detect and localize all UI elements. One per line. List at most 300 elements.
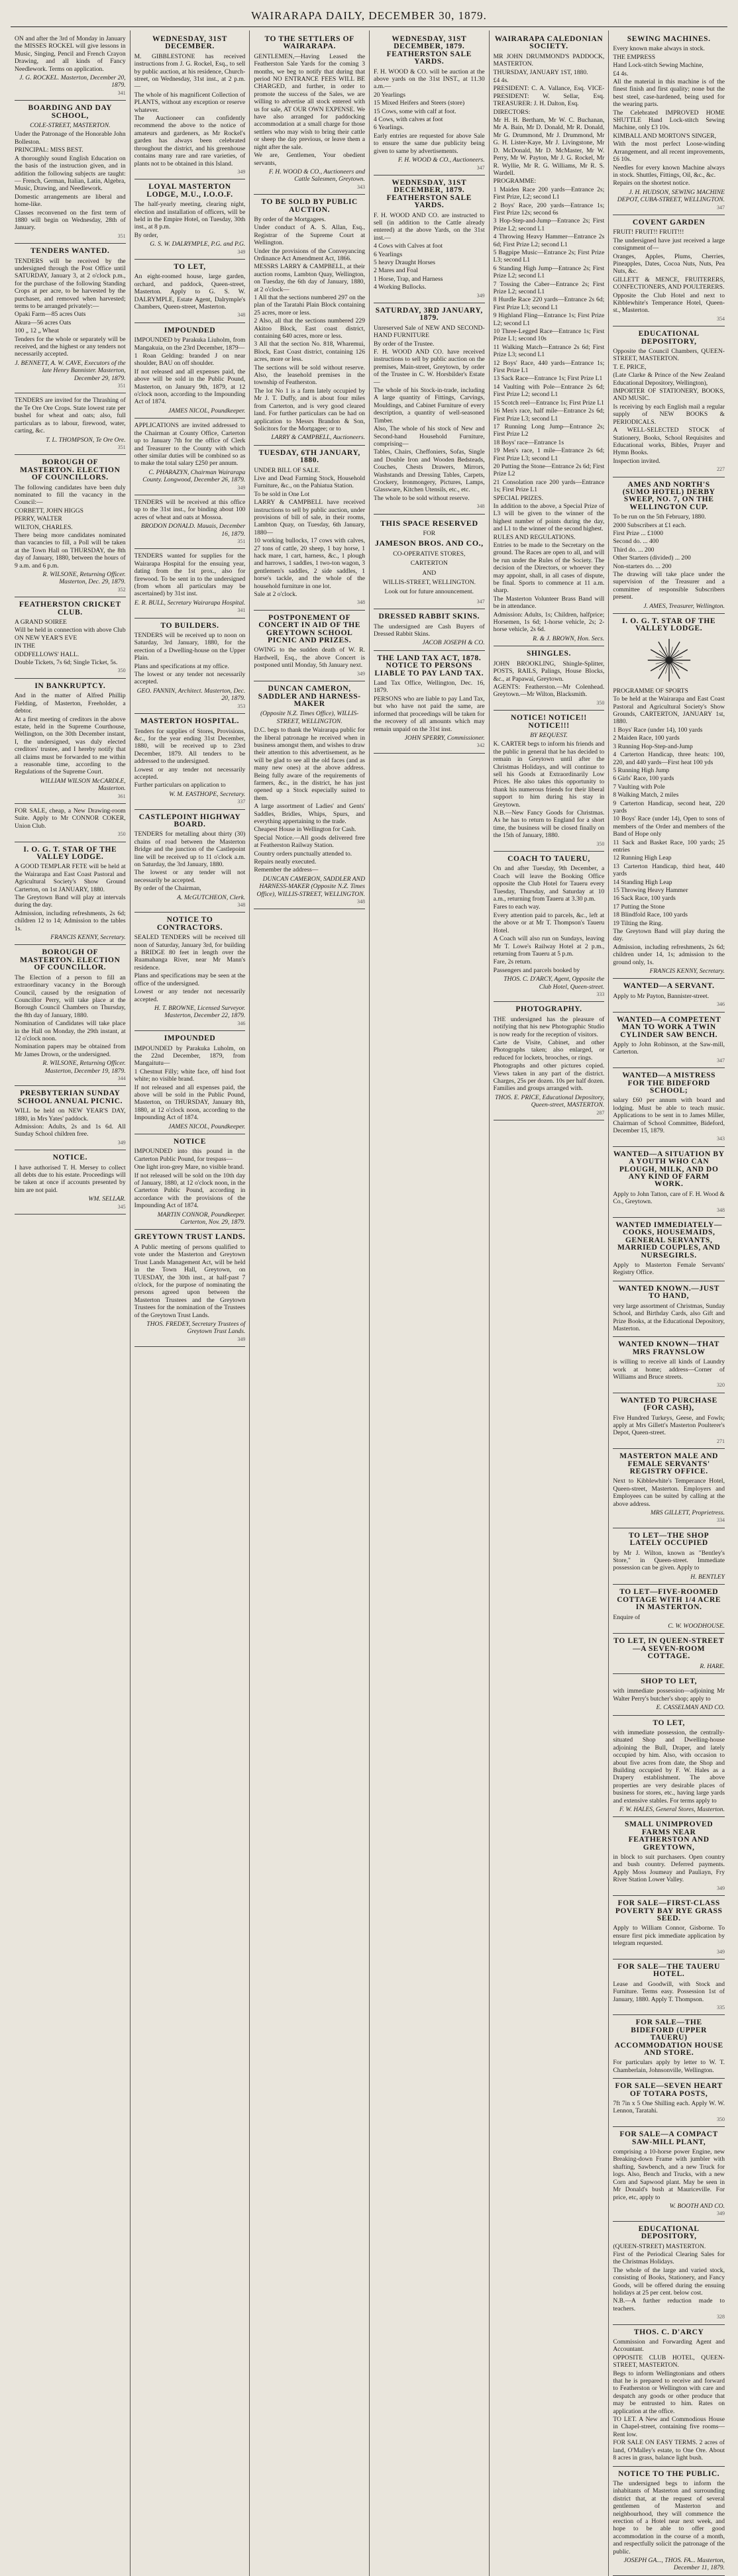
advertisement: [613, 1337, 725, 1393]
ad-number: 341: [237, 607, 246, 614]
ad-text: 7 Vaulting with Pole: [613, 783, 665, 791]
ad-text: I have authorised T. H. Mersey to collect all debts due to his estate. Proceedings will be taken at once if accounts presented by him are not paid.: [15, 1164, 126, 1194]
ad-text: Tables, Chairs, Cheffoniers, Sofas, Single and Double Iron and Wooden Bedsteads, Couches, Chests Drawers, Mirrors, Washstands and Dressing Tables, Carpets, Crockery, Ironmongery, Pictures, Lamps, Glassware, Kitchen Utensils, etc., etc.: [374, 448, 485, 494]
ad-text: Admission: Adults, 2s and 1s 6d. All Sunday School children free.: [15, 1123, 126, 1138]
ad-text: N.B.—A further reduction made to teachers.: [613, 2297, 725, 2312]
ad-text: TO LET. A New and Commodious House in Chapel-street, containing five rooms—Rent low.: [613, 2416, 725, 2438]
advertisement: [134, 549, 246, 618]
ad-text: FRUIT! FRUIT!! FRUIT!!!: [613, 228, 684, 236]
ad-text: The Celebrated IMPROVED HOME SHUTTLE Hand Lock-stitch Sewing Machine, only £3 10s.: [613, 109, 725, 132]
advertisement: [613, 2079, 725, 2127]
ad-text: The whole of the large and varied stock, consisting of Books, Stationery, and Fancy Goods, will be offered during the ensuing holidays at 25 per cent. below cost.: [613, 2266, 725, 2297]
ad-text: PROGRAMME:: [493, 177, 537, 185]
ad-heading: SATURDAY, 3RD JANUARY, 1879.: [375, 307, 483, 322]
ad-number: 349: [357, 670, 365, 677]
ad-heading: FOR SALE—SEVEN HEART OF TOTARA POSTS,: [615, 2082, 723, 2098]
ad-heading: FOR SALE—A COMPACT SAW-MILL PLANT,: [619, 2130, 718, 2146]
ad-signature: J. H. HUDSON, SEWING MACHINE DEPOT, CUBA-STREET, WELLINGTON.: [617, 188, 725, 204]
ad-number: 350: [117, 831, 126, 838]
ad-text: OPPOSITE CLUB HOTEL, QUEEN-STREET, MASTERTON.: [613, 2353, 725, 2369]
ad-number: 343: [357, 183, 365, 190]
ad-text: Cheapest House in Wellington for Cash.: [254, 826, 356, 834]
advertisement: [613, 1528, 725, 1585]
ad-heading: FEATHERSTON CRICKET CLUB.: [19, 601, 121, 617]
ad-text: By order,: [134, 231, 158, 239]
ad-text: To be run on the 5th February, 1880.: [613, 513, 706, 521]
advertisement: [15, 455, 126, 597]
ad-signature: F. H. WOOD & CO., Auctioneers and Cattle Salesmen, Greytown.: [268, 168, 365, 183]
ad-text: Other Starters (divided) ... 200: [613, 554, 691, 562]
ad-heading: FOR SALE—THE BIDEFORD (UPPER TAUERU) ACCOMMODATION HOUSE AND STORE.: [614, 2018, 723, 2057]
ad-heading: NOTICE TO CONTRACTORS.: [156, 916, 223, 932]
ad-heading: WEDNESDAY, 31ST DECEMBER, 1879. FEATHERSTON SALE YARDS.: [386, 35, 472, 66]
ad-text: IMPOUNDED by Parakuka Luholm, on the 22nd December, 1879, from Mangaitutu—: [134, 1044, 246, 1067]
ad-number: 287: [596, 1109, 605, 1116]
ad-text: Apply to John Robinson, at the Saw-mill, Carterton.: [613, 1040, 725, 1056]
column-grid: [11, 30, 729, 2572]
ad-signature: WM. SELLAR.: [88, 1195, 126, 1203]
advertisement: [15, 32, 126, 101]
ad-heading: BOARDING AND DAY SCHOOL,: [28, 104, 113, 120]
ad-signature: R. & J. BROWN, Hon. Secs.: [533, 634, 605, 642]
ad-text: 20 Yearlings: [374, 91, 405, 99]
ad-number: 348: [717, 1207, 725, 1213]
ad-heading: NOTICE: [174, 1138, 206, 1146]
masthead-rule: [11, 26, 727, 27]
ad-text: Commission and Forwarding Agent and Accountant.: [613, 2338, 725, 2353]
column-3: [250, 30, 370, 2576]
ad-text: Mr H. H. Bertham, Mr W. C. Buchanan, Mr A. Bain, Mr D. Donald, Mr R. Donald, Mr G. Drummond, Mr J. Drummond, Mr G. H. Lister-Kaye, Mr J. Livingstone, Mr D. McDonald, Mr D. McMaster, Mr W. Perry, Mr W. Payton, Mr J. G. Rockel, Mr R. Wyllie, Mr R. G. Williams, Mr R. S. Wardell.: [493, 117, 605, 177]
ad-text: CARTERTON: [410, 560, 448, 568]
ad-number: 348: [357, 899, 365, 905]
ad-heading: NOTICE TO THE PUBLIC.: [618, 2469, 720, 2478]
ad-text: 3 Hop-Step-and-Jump—Entrance 2s; First Prize L2; second L1: [493, 217, 605, 232]
advertisement: [134, 32, 246, 179]
ad-heading: DUNCAN CAMERON, SADDLER AND HARNESS-MAKER: [258, 685, 361, 708]
ad-number: 351: [237, 538, 246, 544]
ad-text: The whole of his magnificent Collection of PLANTS, without any exception or reserve whatever.: [134, 91, 246, 114]
ad-text: Hand Lock-stitch Sewing Machine,: [613, 62, 704, 70]
ad-number: 351: [117, 383, 126, 389]
ad-number: 349: [237, 248, 246, 255]
ad-text: Apply to Mr Payton, Bannister-street.: [613, 992, 710, 1000]
ad-text: Third do. ... 200: [613, 546, 655, 554]
ad-heading: WEDNESDAY, 31ST DECEMBER.: [152, 35, 227, 51]
ad-heading: IN BANKRUPTCY.: [34, 681, 106, 690]
ad-text: By order of the Trustee.: [374, 340, 435, 348]
ad-text: We are, Gentlemen, Your obedient servants,: [254, 152, 365, 167]
advertisement: [134, 495, 246, 549]
ad-signature: JOSEPH GA..., THOS. FA... Masterton, December 11, 1879.: [623, 2556, 725, 2572]
ad-text: in block to suit purchasers. Open country and bush country. Deferred payments. Apply Moss Joumeay and Pauliayn, Fry River Station Lower Valley.: [613, 1854, 725, 1884]
ad-text: THURSDAY, JANUARY 1ST, 1880.: [493, 68, 588, 76]
ad-signature: J. G. ROCKEL. Masterton, December 20, 1879.: [19, 74, 126, 89]
ad-text: To be held at the Wairarapa and East Coast Pastoral and Agricultural Society's Show Grounds, CARTERTON, JANUARY 1st, 1880.: [613, 695, 725, 726]
ad-text: Tenders for supplies of Stores, Provisions, &c., for the year ending 31st December, 1880, will be received up to 23rd December, 1879. All tenders to be addressed to the undersigned.: [134, 727, 246, 766]
ad-text: 14 Vaulting with Pole—Entrance 2s 6d; First Prize L2; second L1: [493, 383, 605, 399]
ad-text: 17 Running Long Jump—Entrance 2s; First Prize L2: [493, 422, 605, 438]
advertisement: [254, 611, 365, 681]
ad-text: 1 Horse, Trap, and Harness: [374, 275, 443, 283]
advertisement: [494, 32, 605, 646]
ad-text: Live and Dead Farming Stock, Household Furniture, &c., on the Pahiatua Station.: [254, 474, 365, 490]
ad-text: TENDERS are invited for the Thrashing of the Te Ore Ore Crops. State lowest rate per bushel for wheat and oats; also, full particulars as to labour, firewood, water, carting, &c.: [15, 397, 126, 435]
ad-text: Double Tickets, 7s 6d; Single Ticket, 5s.: [15, 659, 118, 667]
ad-subheading: (Opposite N.Z. Times Office), WILLIS-STREET, WELLINGTON.: [260, 710, 359, 725]
ad-number: 271: [717, 1438, 725, 1444]
ad-text: IN THE: [15, 642, 35, 650]
ad-heading: BOROUGH OF MASTERTON. ELECTION OF COUNCILLORS.: [20, 458, 121, 482]
ad-text: Plans and specifications may be seen at the office of the undersigned.: [134, 972, 246, 987]
ad-signature: W. M. EASTHOPE, Secretary.: [169, 790, 246, 798]
ad-text: Admission: Adults, 1s; Children, halfprice; Horsemen, 1s 6d; 1-horse vehicle, 2s; 2-horse vehicle, 2s 6d.: [493, 611, 605, 634]
ad-text: 7 Tossing the Caber—Entrance 2s; First Prize L2; second L1: [493, 280, 605, 295]
ad-text: 5 heavy Draught Horses: [374, 258, 435, 266]
advertisement: [134, 260, 246, 323]
ad-text: A large assortment of Ladies' and Gents' Saddles, Bridles, Whips, Spurs, and everything appertaining to the trade.: [254, 803, 365, 825]
ad-text: An eight-roomed house, large garden, orchard, and paddock, Queen-street, Masterton. Apply to G. S. W. DALRYMPLE, Estate Agent, Dalrymple's Chambers, Queen-street, Masterton.: [134, 273, 246, 311]
ad-heading: TO LET,: [653, 1718, 685, 1727]
ad-text: 1 Maiden Race 200 yards—Entrance 2s; First Prize, L2; second L1: [493, 185, 605, 201]
advertisement: [254, 195, 365, 446]
ad-text: F. H. WOOD & CO. will be auction at the above yards on the 31st INST., at 11.30 a.m.—: [374, 68, 485, 91]
ad-text: JOHN BROOKLING, Shingle-Splitter, POSTS, RAILS, Palings, House Blocks, &c., at Papawai, Greytown.: [493, 660, 605, 683]
advertisement: [494, 1002, 605, 1120]
ad-text: Next to Kibblewhite's Temperance Hotel, Queen-street, Masterton. Employers and Employees can be suited by calling at the above address.: [613, 1477, 725, 1508]
advertisement: [494, 852, 605, 1002]
ad-text: by Mr J. Wilton, known as "Bentley's Store," in Queen-street. Immediate possession can be given. Apply to: [613, 1549, 725, 1572]
ad-text: 11 Walking Match—Entrance 2s 6d; First Prize L3; second L1: [493, 343, 605, 359]
advertisement: [134, 619, 246, 714]
ad-subheading: BY REQUEST.: [530, 731, 568, 739]
ad-text: Inspection invited.: [613, 457, 660, 465]
ad-text: Entries to be made to the Secretary on the ground. The Races are open to all, and will be run under the Rules of the Society. The decision of the Directors, or whoever they may appoint, shall, in all cases of dispute, be final. Sports to commence at 11 a.m. sharp.: [493, 542, 605, 595]
ad-text: Every attention paid to parcels, &c., left at the above or at Mr T. Thompson's Taueru Hotel.: [493, 911, 605, 934]
ad-number: 361: [117, 793, 126, 799]
ad-text: JAMESON BROS. AND CO.,: [374, 538, 484, 548]
ad-text: By order of the Mortgagees.: [254, 215, 326, 223]
ad-text: 8 Walking Match, 2 miles: [613, 791, 679, 799]
ad-text: 16 Sack Race, 100 yards: [613, 895, 676, 903]
advertisement: [613, 2325, 725, 2467]
ad-number: 345: [117, 1203, 126, 1210]
ad-text: ON and after the 3rd of Monday in January the MISSES ROCKEL will give lessons in Music, Singing, Pencil and French Crayon Drawing, and all kinds of Fancy Needlework. Terms on application.: [15, 35, 126, 73]
ad-heading: MASTERTON HOSPITAL.: [140, 717, 240, 726]
ad-number: 352: [117, 586, 126, 593]
advertisement: [134, 810, 246, 913]
ad-signature: A. McGUTCHEON, Clerk.: [177, 893, 246, 901]
advertisement: [613, 1013, 725, 1068]
ad-text: Admission, including refreshments, 2s 6d; children under 14, 1s; admission to the ground only, 1s.: [613, 943, 725, 966]
ad-heading: BOROUGH OF MASTERTON. ELECTION OF COUNCILLOR.: [20, 948, 121, 972]
ad-number: 349: [117, 1139, 126, 1146]
ad-signature: JOHN SPERRY, Commissioner.: [404, 734, 485, 742]
ad-text: Oranges, Apples, Plums, Cherries, Pineapples, Dates, Cocoa Nuts, Nuts, Pea Nuts, &c.: [613, 252, 725, 275]
ad-text: With the most perfect Loose-winding Arrangement, and all recent improvements, £6 10s.: [613, 140, 725, 164]
ad-heading: I. O. G. T. STAR OF THE VALLEY LODGE.: [23, 845, 117, 861]
advertisement: [613, 326, 725, 477]
advertisement: [15, 842, 126, 946]
ad-text: The whole to be sold without reserve.: [374, 494, 470, 502]
ad-text: The sections will be sold without reserve. Also, the leasehold premises in the township of Featherston.: [254, 364, 365, 387]
ad-number: 350: [117, 668, 126, 674]
advertisement: [494, 646, 605, 711]
advertisement: [613, 979, 725, 1012]
ad-heading: WANTED—A SITUATION BY A YOUTH WHO CAN PLOUGH, MILK, AND DO ANY KIND OF FARM WORK.: [613, 1150, 725, 1189]
ad-text: (QUEEN-STREET) MASTERTON.: [613, 2242, 706, 2250]
ad-text: 15 Cows, some with calf at foot.: [374, 107, 456, 115]
ad-heading: DRESSED RABBIT SKINS.: [378, 613, 480, 621]
ad-text: is willing to receive all kinds of Laundry work at home; address—Corner of Williams and Bruce streets.: [613, 1358, 725, 1381]
ad-text: Country orders punctually attended to.: [254, 850, 352, 858]
ad-text: 1 Boys' Race (under 14), 100 yards: [613, 726, 703, 734]
advertisement: [134, 1134, 246, 1230]
ad-signature: H. BENTLEY: [690, 1573, 725, 1581]
ad-signature: E. R. BULL, Secretary Wairarapa Hospital.: [134, 599, 246, 607]
advertisement: [613, 1817, 725, 1896]
ad-text: 12 Running High Leap: [613, 854, 672, 862]
ad-text: 10 working bullocks, 17 cows with calves, 27 tons of cattle, 20 sheep, 1 bay horse, 1 hack mare, 1 cart, harness, &c., 1 plough and harrows, 1 saddles, 1 two-ton wagon, 3 gentlemen's saddles, 2 side saddles, 1 horse's tackle, and the whole of the household furniture in one lot.: [254, 537, 365, 590]
ad-text: There being more candidates nominated than vacancies to fill, a Poll will be taken at the Town Hall on THURSDAY, the 8th day of January, 1880, between the hours of 9 a.m. and 6 p.m.: [15, 531, 126, 570]
advertisement: [613, 477, 725, 615]
ad-signature: THOS. FREDEY, Secretary Trustees of Greytown Trust Lands.: [146, 1320, 246, 1336]
ad-text: WILLIS-STREET, WELLINGTON.: [382, 579, 476, 586]
ad-signature: THOS. C. D'ARCY, Agent, Opposite the Club Hotel, Queen-street.: [503, 975, 605, 991]
ad-text: 6 Yearlings.: [374, 124, 404, 132]
ad-heading: I. O. G. T. STAR OF THE VALLEY LODGE.: [622, 617, 716, 633]
ad-text: WILL be held on NEW YEAR'S DAY, 1880, in Mrs Yates' paddock.: [15, 1107, 126, 1122]
ad-signature: JAMES NICOL, Poundkeeper.: [168, 1122, 246, 1130]
ad-text: 17 Putting the Stone: [613, 903, 665, 911]
advertisement: [374, 32, 485, 175]
ad-text: Apply to Masterton Female Servants' Registry Office.: [613, 1262, 725, 1277]
column-4: [370, 30, 490, 2576]
ad-text: Domestic arrangements are liberal and home-like.: [15, 193, 126, 209]
ad-text: Under the provisions of the Conveyancing Ordinance Act Amendment Act, 1866.: [254, 247, 365, 262]
lodge-star-emblem-icon: [646, 637, 692, 683]
ad-text: (Late Clarke & Prince of the New Zealand Educational Depository, Wellington),: [613, 372, 725, 387]
ad-text: TENDERS will be received up to noon on Saturday, 3rd January, 1880, for the erection of a Dwelling-house on the Upper Plain.: [134, 632, 246, 662]
ad-text: 21 Consolation race 200 yards—Entrance 1s; First Prize L1: [493, 478, 605, 494]
ad-text: Akura—56 acres Oats: [15, 319, 72, 326]
ad-text: A GRAND SOIREE: [15, 619, 67, 626]
ad-text: Non-starters do. ... 200: [613, 562, 672, 570]
ad-text: TENDERS for metalling about thirty (30) chains of road between the Masterton Bridge and the junction of the Castlepoint line will be received up to 11 o'clock a.m. on Saturday, the 3rd January, 1880.: [134, 830, 246, 868]
ad-number: 348: [357, 599, 365, 606]
ad-text: PROGRAMME OF SPORTS: [613, 687, 688, 695]
ad-text: 4 Cows, with calves at foot: [374, 116, 443, 124]
ad-text: 15 Throwing Heavy Hammer: [613, 887, 688, 894]
ad-text: 4 Carterton Handicap, three heats: 100, 220, and 440 yards—First heat 100 yds: [613, 751, 725, 766]
ad-signature: C. PHARAZYN, Chairman Wairarapa County. Longwood, December 26, 1879.: [142, 468, 246, 484]
advertisement: [254, 681, 365, 909]
ad-heading: WANTED TO PURCHASE (FOR CASH),: [620, 1396, 717, 1412]
ad-text: 15 Scotch reel—Entrance 1s; First Prize L1: [493, 399, 604, 407]
ad-number: 320: [717, 1382, 725, 1389]
ad-signature: FRANCIS KENNY, Secretary.: [50, 934, 126, 942]
ad-text: 13 Carterton Handicap, third heat, 440 yards: [613, 862, 725, 878]
ad-text: The following candidates have been duly nominated to fill the vacancy in the Council:—: [15, 483, 126, 507]
ad-text: 9 Highland Fling—Entrance 1s; First Prize L2; second L1: [493, 312, 605, 327]
ad-text: Remember the address—: [254, 866, 319, 874]
ad-text: To be sold in One Lot: [254, 490, 310, 498]
ad-number: 341: [117, 89, 126, 96]
ad-text: Admission, including refreshments, 2s 6d; children 12 to 14; Admission to the tables 1s.: [15, 909, 126, 932]
ad-text: 4 Cows with Calves at foot: [374, 242, 443, 250]
ad-signature: J. BENNETT, A. W. CAVE, Executors of the late Henry Bannister. Masterton, December 29, 1879.: [15, 359, 126, 382]
ad-signature: THOS. E. PRICE, Educational Depository, Queen-street, MASTERTON.: [495, 1093, 605, 1109]
ad-heading: FOR SALE—FIRST-CLASS POVERTY BAY RYE GRASS SEED.: [615, 1899, 723, 1922]
ad-text: GILLETT & MENCE, FRUITERERS, CONFECTIONERS, AND POULTERERS.: [613, 275, 725, 291]
ad-number: 346: [717, 1001, 725, 1008]
ad-text: 6 Yearlings: [374, 250, 403, 258]
ad-text: 15 Mixed Heifers and Steers (store): [374, 99, 465, 107]
ad-text: PERSONS who are liable to pay Land Tax, but who have not paid the same, are informed that proceedings will be taken for the recovery of all amounts which may remain unpaid on the 31st inst.: [374, 695, 485, 733]
ad-text: The half-yearly meeting, clearing night, election and installation of officers, will be held in the Empire Hotel, on Tuesday, 30th inst., at 8 p.m.: [134, 201, 246, 231]
ad-text: 100 „ 12 „ Wheat: [15, 327, 59, 335]
advertisement: [15, 101, 126, 244]
advertisement: [613, 614, 725, 979]
ad-heading: WAIRARAPA CALEDONIAN SOCIETY.: [494, 35, 604, 51]
ad-text: All the material in this machine is of the finest finish and first quality; none but the best steel, case-hardened, being used for the wearing parts.: [613, 78, 725, 109]
advertisement: [613, 1449, 725, 1528]
ad-text: At a first meeting of creditors in the above estate, held in the Supreme Courthouse, Wellington, on the 30th December instant, I, the undersigned, was duly elected creditors' trustee, and I hereby notify that all claims must be forwarded to me within a reasonable time, according to the Regulations of the Supreme Court.: [15, 715, 126, 776]
ad-signature: GEO. FANNIN, Architect. Masterton, Dec. 20, 1879.: [136, 687, 246, 703]
ad-number: 350: [717, 2116, 725, 2122]
ad-text: 5 Running High Jump: [613, 766, 670, 774]
advertisement: [134, 419, 246, 495]
advertisement: [613, 32, 725, 215]
ad-heading: IMPOUNDED: [164, 1034, 216, 1043]
advertisement: [15, 679, 126, 804]
ad-heading: CASTLEPOINT HIGHWAY BOARD.: [138, 813, 241, 828]
ad-signature: W. BOOTH AND CO.: [669, 2202, 725, 2210]
ad-heading: WEDNESDAY, 31ST DECEMBER, 1879. FEATHERSTON SALE YARDS.: [386, 178, 472, 210]
ad-number: 328: [717, 2314, 725, 2320]
ad-text: Fare, 2s return.: [493, 958, 532, 966]
ad-text: Begs to inform Wellingtonians and others that he is prepared to receive and forward to Featherston or Wellington with care and despatch any goods or other produce that may be entrusted to him. Rates on application at the office.: [613, 2369, 725, 2415]
ad-signature: R. WILSONE, Returning Officer. Masterton, Dec. 29, 1879.: [42, 571, 126, 586]
ad-text: F. H. WOOD AND CO. have received instructions to sell by public auction on the premises, Main-street, Greytown, by order of the Trustee in C. W. Horsbilder's Estate—: [374, 348, 485, 386]
ad-text: F. H. WOOD AND CO. are instructed to sell (in addition to the Cattle already entered) at the above Yards, on the 31st inst.—: [374, 211, 485, 242]
ad-text: Special Notice.—All goods delivered free at Featherston Railway Station.: [254, 834, 365, 850]
ad-text: 16 Men's race, half mile—Entrance 2s 6d; First Prize L3; second L1: [493, 407, 605, 422]
ad-text: Enquire of: [613, 1613, 641, 1621]
ad-number: 343: [717, 1136, 725, 1142]
ad-text: Carte de Visite, Cabinet, and other Photographs taken; also enlarged, or reduced for lockets, brooches, or rings.: [493, 1038, 605, 1062]
ad-text: salary £60 per annum with board and lodging. Must be able to teach music. Applications to be sent in to James Miller, Chairman of School Committee, Bideford, December 15, 1879.: [613, 1097, 725, 1134]
ad-text: If not released and all expenses paid, the above will be sold in the Public Pound, Masterton, on THURSDAY, January 8th, 1880, at 12 o'clock noon, according to the Impounding Act of 1874.: [134, 1083, 246, 1122]
ad-text: 10 Boys' Race (under 14), Open to sons of members of the Order and members of the Band of Hope only: [613, 815, 725, 838]
ad-number: 347: [717, 1057, 725, 1064]
advertisement: [613, 1674, 725, 1716]
advertisement: [134, 913, 246, 1031]
ad-text: THE EMPRESS: [613, 53, 656, 61]
advertisement: [613, 1585, 725, 1634]
column-1: [11, 30, 131, 2576]
ad-number: 334: [717, 1517, 725, 1524]
ad-heading: TO LET—FIVE-ROOMED COTTAGE WITH 1/4 ACRE IN MASTERTON.: [617, 1588, 721, 1612]
advertisement: [613, 1959, 725, 2015]
ad-text: Under conduct of A. S. Allan, Esq., Registrar of the Supreme Court at Wellington.: [254, 224, 365, 247]
ad-text: Lowest or any tender not necessarily accepted.: [134, 988, 246, 1003]
ad-text: £4 4s.: [613, 70, 629, 77]
ad-heading: TUESDAY, 6TH JANUARY, 1880.: [258, 448, 360, 465]
ad-text: PRESIDENT: C. A. Vallance, Esq. VICE-PRESIDENT: W. Sellar, Esq. TREASURER: J. H. Dalton, Esq.: [493, 85, 605, 108]
ad-text: DIRECTORS:: [493, 108, 531, 116]
ad-number: 354: [717, 315, 725, 322]
ad-text: APPLICATIONS are invited addressed to the Chairman at County Office, Carterton up to January 7th for the office of Clerk and Treasurer to the County with which other similar duties will be combined so as to make the total salary £250 per annum.: [134, 422, 246, 468]
ad-number: 346: [237, 1020, 246, 1026]
ad-text: Repairs on the shortest notice.: [613, 179, 690, 187]
ad-text: A thoroughly sound English Education on the basis of the instruction given, and in addition the following subjects are taught:— French, German, Italian, Latin, Algebra, Music, Drawing, and Needlework.: [15, 154, 126, 193]
ad-text: Photographs and other pictures copied. Views taken in any part of the district. Charges, 25s per dozen. 10s per half dozen. Families and groups arranged with.: [493, 1062, 605, 1093]
ad-text: Tenders for the whole or separately will be received, and the highest or any tenders not necessarily accepted.: [15, 335, 126, 358]
ad-text: TENDERS wanted for supplies for the Wairarapa Hospital for the ensuing year, dating from the 1st prox., also for firewood. To be sent in to the undersigned (from whom all particulars may be ascertained) by 31st inst.: [134, 552, 246, 598]
ad-text: TENDERS will be received at this office up to the 31st inst., for binding about 100 acres of wheat and oats at Mossoa.: [134, 498, 246, 521]
ad-text: The undersigned are Cash Buyers of Dressed Rabbit Skins.: [374, 622, 485, 638]
advertisement: [613, 215, 725, 326]
ad-heading: NOTICE.: [52, 1154, 88, 1162]
ad-text: 19 Tilting the Ring.: [613, 919, 663, 927]
column-5: [490, 30, 609, 2576]
advertisement: [134, 179, 246, 260]
ad-text: MR JOHN DRUMMOND'S PADDOCK, MASTERTON.: [493, 52, 605, 68]
ad-text: Apply to John Tatton, care of F. H. Wood & Co., Greytown.: [613, 1190, 725, 1206]
advertisement: [134, 323, 246, 419]
advertisement: [613, 2222, 725, 2325]
ad-text: £4 4s.: [493, 77, 509, 85]
ad-text: PRINCIPAL: MISS BEST.: [15, 146, 83, 154]
ad-text: FOR SALE, cheap, a New Drawing-room Suite. Apply to Mr CONNOR COKER, Union Club.: [15, 807, 126, 830]
ad-heading: THOS. C. D'ARCY: [633, 2328, 704, 2336]
ad-signature: JACOB JOSEPH & CO.: [422, 639, 485, 647]
ad-text: Classes reconvened on the first term of 1880 will begin on Wednesday, 28th of January.: [15, 209, 126, 232]
ad-text: The undersigned begs to inform the inhabitants of Masterton and surrounding district that, at the request of several gentlemen of Masterton and neighbourhood, they will commence the erection of a Hotel near next week, and hope to be able to offer good accommodation in the course of a month, and respectfully solicit the patronage of the public.: [613, 2479, 725, 2555]
ad-heading: TO LET,: [174, 262, 206, 271]
ad-text: Will be held in connection with above Club ON NEW YEAR'S EVE: [15, 626, 126, 642]
ad-signature: C. W. WOODHOUSE.: [668, 1622, 725, 1630]
ad-text: The lot No 1 is a farm lately occupied by Mr J. T. Duffy, and is about four miles from Carterton, and is very good cleared land. For further particulars can be had on application to Messrs Brandon & Son, Solicitors for the Mortgagee; or to: [254, 387, 365, 432]
ad-text: One light iron-grey Mare, no visible brand.: [134, 1164, 244, 1171]
column-2: [131, 30, 250, 2576]
ad-subheading: COLE-STREET, MASTERTON.: [30, 122, 111, 130]
ad-text: IMPOUNDED into this pound in the Carterton Public Pound, for trespass—: [134, 1148, 246, 1163]
ad-signature: R. HARE.: [700, 1662, 725, 1670]
ad-text: IMPORTER OF STATIONERY, BOOKS, AND MUSIC.: [613, 387, 725, 403]
ad-text: 7ft 7in x 5 One Shilling each. Apply W. W. Lennon, Taratahi.: [613, 2100, 725, 2115]
ad-text: 10 Three-Legged Race—Entrance 1s; First Prize L1; second 10s: [493, 328, 605, 343]
advertisement: [15, 1086, 126, 1150]
ad-text: Land Tax Office, Wellington, Dec. 16, 1879.: [374, 679, 485, 695]
ad-number: 350: [596, 840, 605, 847]
advertisement: [613, 2015, 725, 2079]
ad-text: Plans and specifications at my office.: [134, 662, 229, 670]
ad-text: 18 Blindfold Race, 100 yards: [613, 911, 688, 919]
ad-number: 347: [476, 598, 485, 605]
ad-text: MESSRS LARRY & CAMPBELL, at their auction rooms, Lambton Quay, Wellington, on Tuesday, the 6th day of January, 1880, at 2 o'clock—: [254, 263, 365, 293]
ad-heading: TO BE SOLD BY PUBLIC AUCTION.: [261, 198, 358, 214]
ad-heading: LOYAL MASTERTON LODGE, M.U., I.O.O.F.: [146, 183, 233, 199]
ad-text: 1 Chestnut Filly; white face, off hind foot white; no visible brand.: [134, 1067, 246, 1083]
advertisement: [374, 651, 485, 754]
ad-signature: BRODON DONALD. Mauais, December 16, 1879.: [140, 522, 246, 538]
advertisement: [613, 1068, 725, 1147]
ad-text: Is receiving by each English mail a regular supply of NEW BOOKS & PERIODICALS.: [613, 403, 725, 426]
ad-heading: SHOP TO LET,: [641, 1677, 698, 1685]
ad-text: GENTLEMEN,—Having Leased the Featherston Sale Yards for the coming 3 months, we beg to notify that during that period NO ENTRANCE FEES WILL BE CHARGED, and further, in order to promote the success of the Sales, we are willing to advertise all stock entered with us for sale, AT OUR OWN EXPENSE. We have also arranged for paddocking accommodation at a small charge for those settlers who may wish to bring their cattle or sheep the day previous, or leave them a night after the sale.: [254, 52, 365, 151]
ad-text: PERRY, WALTER: [15, 515, 62, 523]
